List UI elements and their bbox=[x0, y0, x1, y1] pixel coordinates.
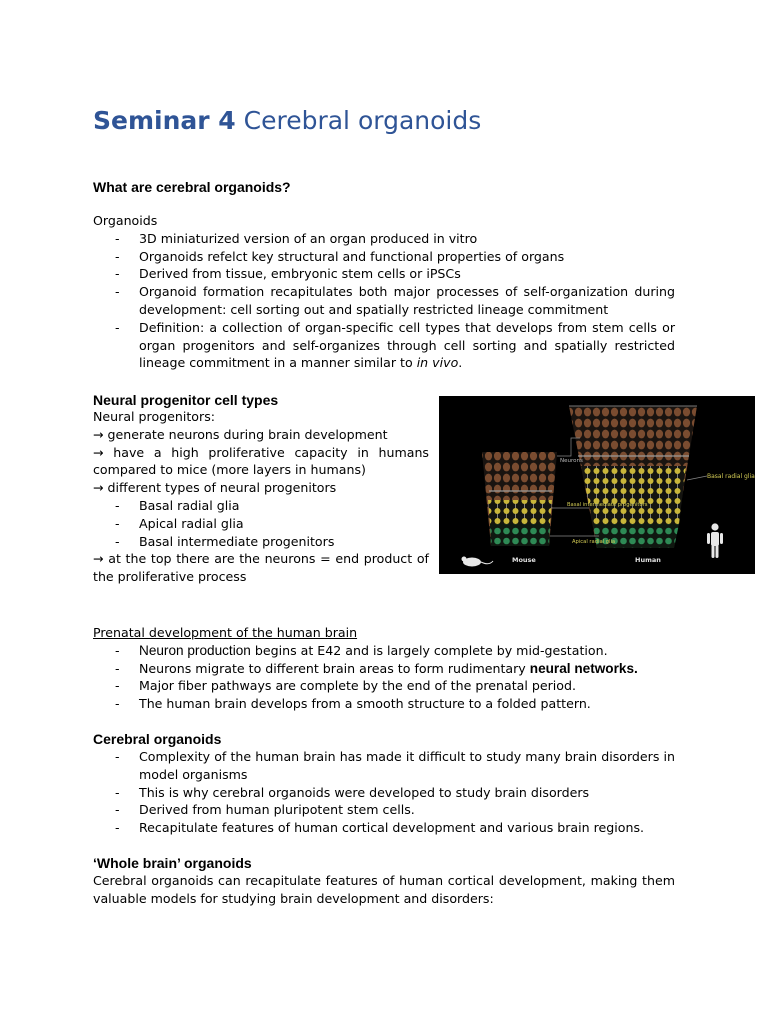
list-item: - 3D miniaturized version of an organ produced in vitro bbox=[115, 230, 478, 246]
progenitor-list bbox=[93, 497, 429, 550]
human-icon bbox=[707, 523, 723, 558]
section-intro: Organoids bbox=[93, 213, 158, 228]
section-heading: Prenatal development of the human brain bbox=[93, 625, 358, 640]
list-item: - Recapitulate features of human cortical development and various brain regions. bbox=[115, 820, 645, 836]
bullet-dash: - bbox=[115, 533, 120, 549]
list-item: - Neurons migrate to different brain areas to form rudimentary neural networks. bbox=[115, 660, 638, 676]
cerebral-organoid-list bbox=[93, 748, 675, 837]
label-mouse: Mouse bbox=[512, 556, 536, 564]
label-basal-rg: Basal radial glia bbox=[707, 473, 755, 480]
progenitor-figure bbox=[439, 396, 755, 574]
list-item: - Derived from human pluripotent stem cells. bbox=[115, 802, 415, 818]
label-human: Human bbox=[635, 556, 661, 564]
prenatal-list bbox=[93, 642, 675, 713]
list-item: - The human brain develops from a smooth structure to a folded pattern. bbox=[115, 696, 591, 712]
section-intro: Neural progenitors: bbox=[93, 409, 215, 424]
list-item: - Complexity of the human brain has made it difficult to study many brain disorders in model organisms bbox=[115, 749, 675, 782]
bullet-dash: - bbox=[115, 696, 120, 712]
list-item: - Definition: a collection of organ-specific cell types that develops from stem cells or organ progenitors and self-organizes through cell sorting and spatially restricted lineage commitment in a manner similar to in vivo. bbox=[115, 319, 675, 371]
bullet-dash: - bbox=[115, 660, 120, 676]
section-whole-brain bbox=[93, 855, 675, 908]
arrow-line-4: → at the top there are the neurons = end product of the proliferative process bbox=[93, 551, 429, 585]
label-basal-ip: Basal intermediate progenitors bbox=[567, 502, 648, 508]
bullet-dash: - bbox=[115, 284, 120, 300]
in-vivo-italic: in vivo bbox=[416, 355, 459, 371]
section-text: Cerebral organoids can recapitulate features of human cortical development, making them valuable models for studying brain development and disorders: bbox=[93, 873, 675, 906]
list-item: - Neuron production begins at E42 and is largely complete by mid-gestation. bbox=[115, 642, 608, 658]
mouse-cortex bbox=[482, 452, 557, 546]
arrow-line-2: → have a high proliferative capacity in humans compared to mice (more layers in humans) bbox=[93, 444, 429, 478]
list-item: - Derived from tissue, embryonic stem cells or iPSCs bbox=[115, 266, 461, 282]
bullet-dash: - bbox=[115, 497, 120, 513]
title-bold: Seminar 4 bbox=[93, 106, 236, 135]
bullet-dash: - bbox=[115, 642, 120, 658]
section-heading: Cerebral organoids bbox=[93, 731, 222, 747]
section-what-are-organoids bbox=[93, 179, 675, 372]
neuron-production: Neuron production bbox=[139, 642, 251, 658]
title-rest: Cerebral organoids bbox=[243, 106, 482, 135]
section-neural-progenitors bbox=[93, 392, 429, 586]
list-item: - Apical radial glia bbox=[115, 515, 244, 531]
human-cortex bbox=[569, 406, 697, 548]
list-item: - This is why cerebral organoids were developed to study brain disorders bbox=[115, 784, 590, 800]
list-item: - Basal radial glia bbox=[115, 497, 240, 513]
section-cerebral-organoids bbox=[93, 731, 675, 837]
bullet-dash: - bbox=[115, 784, 120, 800]
bullet-dash: - bbox=[115, 230, 120, 246]
arrow-line-3: → different types of neural progenitors bbox=[93, 480, 337, 496]
section-heading: Neural progenitor cell types bbox=[93, 392, 279, 408]
mouse-icon bbox=[462, 557, 494, 567]
bullet-dash: - bbox=[115, 515, 120, 531]
bullet-dash: - bbox=[115, 820, 120, 836]
label-apical-rg: Apical radial glia bbox=[572, 539, 616, 545]
list-item: - Major fiber pathways are complete by the end of the prenatal period. bbox=[115, 678, 576, 694]
list-item: - Organoid formation recapitulates both major processes of self-organization during development: cell sorting out and spatially restricted lineage commitment bbox=[115, 284, 675, 317]
list-item: - Organoids refelct key structural and functional properties of organs bbox=[115, 248, 565, 264]
section-heading: ‘Whole brain’ organoids bbox=[93, 855, 252, 871]
bullet-dash: - bbox=[115, 802, 120, 818]
bullet-dash: - bbox=[115, 248, 120, 264]
section-heading: What are cerebral organoids? bbox=[93, 179, 291, 195]
bullet-dash: - bbox=[115, 266, 120, 282]
list-item: - Basal intermediate progenitors bbox=[115, 533, 335, 549]
bullet-dash: - bbox=[115, 678, 120, 694]
organoid-list bbox=[93, 230, 675, 372]
section-prenatal-development bbox=[93, 624, 675, 713]
page-title bbox=[93, 106, 481, 135]
bullet-dash: - bbox=[115, 319, 120, 335]
label-neurons: Neurons bbox=[560, 458, 583, 464]
bullet-dash: - bbox=[115, 749, 120, 764]
figure-svg bbox=[439, 396, 755, 574]
neural-networks: neural networks. bbox=[529, 660, 638, 676]
arrow-line-1: → generate neurons during brain development bbox=[93, 426, 388, 442]
